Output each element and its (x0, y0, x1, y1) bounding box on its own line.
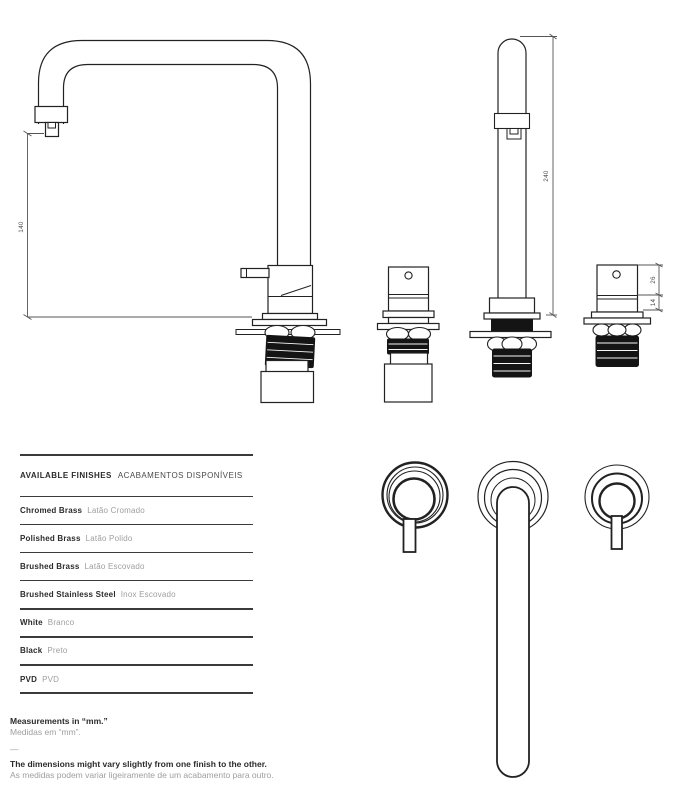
finishes-row (20, 638, 253, 665)
base-plate (484, 313, 540, 319)
table-rule (20, 692, 253, 694)
finishes-header-en: AVAILABLE FINISHES (20, 471, 112, 481)
finish-name-en: PVD (20, 674, 38, 684)
aerator-notch (510, 129, 518, 135)
note-disclaimer-en: The dimensions might vary slightly from one finish to the other. (10, 759, 267, 769)
gasket (491, 319, 533, 332)
valve-flange (592, 312, 644, 318)
threaded-shank (492, 349, 532, 378)
handle-lever (612, 516, 623, 549)
spout-outlet-band (495, 114, 530, 129)
valve-block-step (266, 361, 308, 373)
finish-name-pt: Branco (47, 618, 75, 628)
spout-column (498, 39, 526, 300)
base-flange (490, 298, 535, 313)
spout-outlet-band (35, 107, 68, 123)
finishes-row (20, 525, 253, 552)
base-flange (263, 314, 318, 320)
aerator-notch (48, 123, 56, 129)
finishes-table (20, 454, 253, 694)
valve-block (385, 364, 433, 402)
finish-name-pt: Latão Escovado (84, 562, 145, 572)
handle-knob (394, 479, 435, 520)
handle-lever (404, 519, 416, 552)
top-view-handle-right (585, 465, 649, 549)
dimension-140 (24, 131, 253, 320)
finish-name-pt: Preto (47, 646, 68, 656)
valve-neck (389, 318, 429, 324)
faucet-side-view (35, 41, 340, 403)
mixer-body (268, 266, 313, 314)
spout-tube (497, 487, 529, 777)
valve-front-view-right (584, 265, 651, 367)
top-view-spout (478, 462, 548, 778)
finish-name-pt: PVD (42, 674, 60, 684)
note-separator: — (10, 744, 19, 754)
note-measurements-en: Measurements in “mm.” (10, 716, 108, 726)
finishes-row (20, 497, 253, 524)
spout-outline-inner (64, 65, 278, 267)
dim-label-14: 14 (650, 298, 657, 307)
note-disclaimer-pt: As medidas podem variar ligeiramente de um acabamento para outro. (10, 770, 274, 780)
finish-name-en: Black (20, 646, 43, 656)
valve-pin-hole (405, 272, 412, 279)
finish-name-en: Brushed Stainless Steel (20, 590, 116, 600)
nut-lobe (608, 324, 626, 336)
threaded-shank (387, 339, 429, 355)
spout-outline-outer (39, 41, 311, 267)
finishes-row (20, 581, 253, 608)
finish-name-en: White (20, 618, 43, 628)
notes (10, 716, 355, 781)
threaded-shank (596, 336, 640, 368)
deck-plate (378, 324, 440, 330)
mixer-lever (241, 269, 269, 278)
finish-name-en: Polished Brass (20, 534, 81, 544)
finishes-row (20, 553, 253, 580)
dim-label-26: 26 (650, 276, 657, 284)
dim-label-140: 140 (18, 221, 25, 233)
spout-front-view (470, 39, 551, 378)
finish-name-pt: Latão Cromado (87, 505, 145, 515)
top-view-handle-left (383, 463, 448, 553)
valve-block-step (391, 353, 428, 365)
valve-flange (383, 311, 434, 318)
finish-name-pt: Latão Polido (85, 534, 133, 544)
valve-pin-hole (613, 271, 620, 278)
finishes-row (20, 610, 253, 637)
valve-front-view-left (378, 267, 440, 402)
finishes-row (20, 666, 253, 693)
dim-label-240: 240 (543, 170, 550, 182)
valve-block (261, 372, 314, 403)
finishes-header-pt: ACABAMENTOS DISPONÍVEIS (117, 471, 243, 481)
finishes-header-row (20, 456, 253, 496)
deck-plate (584, 318, 651, 324)
deck-plate (253, 320, 327, 326)
finish-name-pt: Inox Escovado (120, 590, 176, 600)
note-measurements-pt: Medidas em “mm”. (10, 727, 81, 737)
handle-knob (600, 484, 635, 519)
finish-name-en: Brushed Brass (20, 562, 80, 572)
finish-name-en: Chromed Brass (20, 505, 83, 515)
